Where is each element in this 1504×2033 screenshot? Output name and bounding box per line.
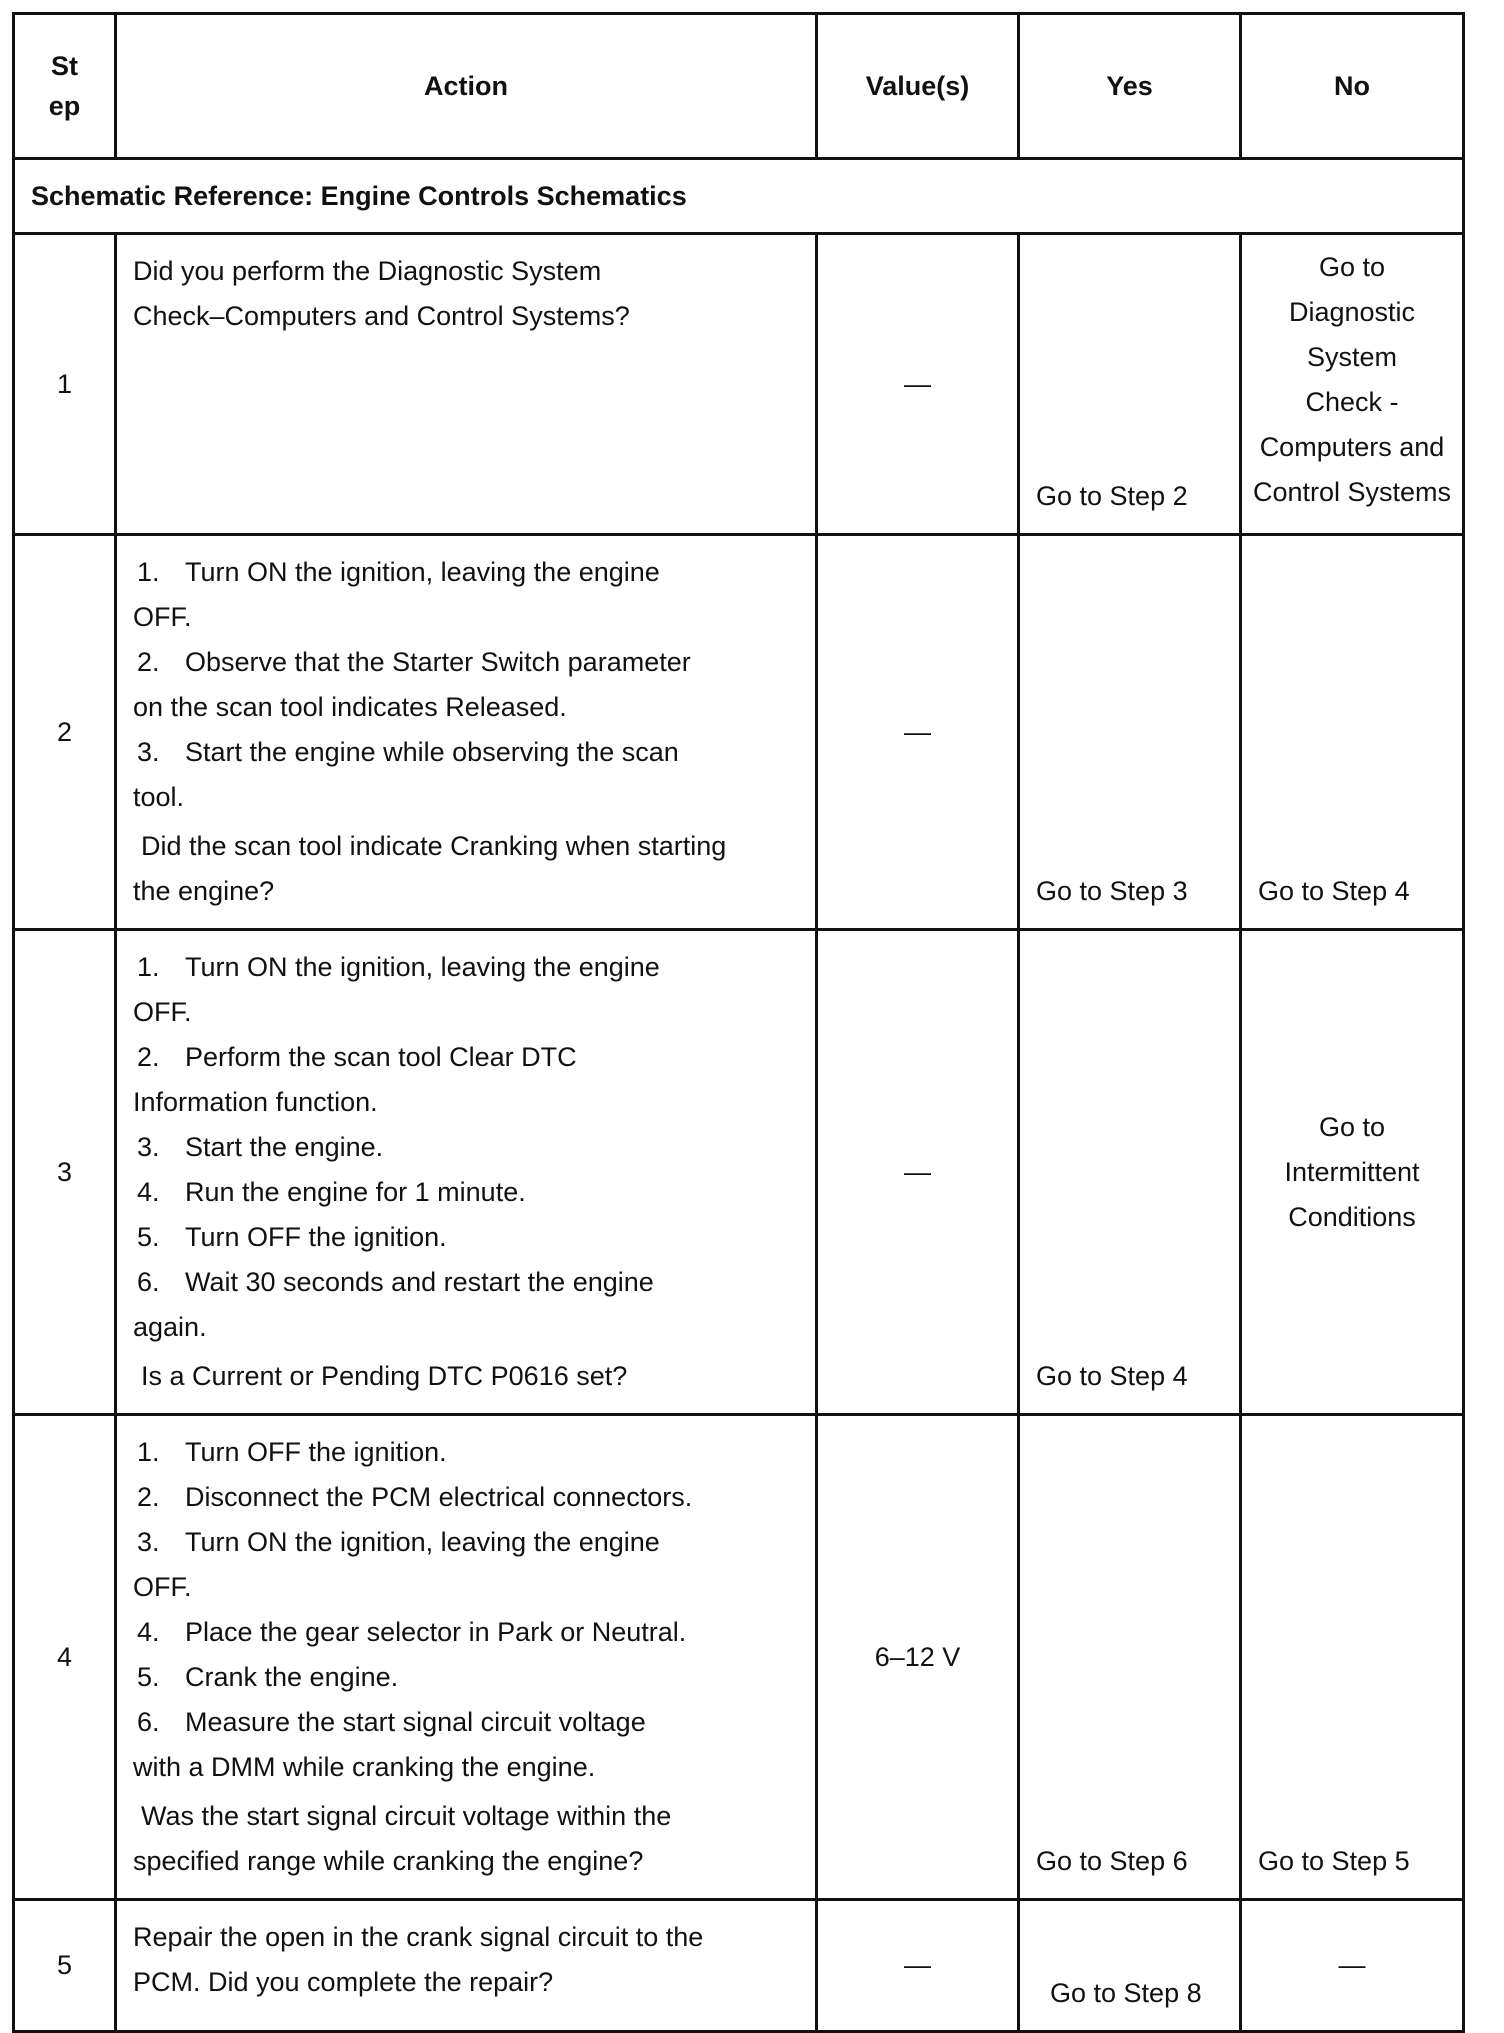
value-cell: — — [817, 234, 1019, 535]
step-number: 4 — [14, 1415, 116, 1900]
header-action: Action — [116, 14, 817, 159]
yes-cell: Go to Step 6 — [1019, 1415, 1241, 1900]
action-cell: 1. Turn ON the ignition, leaving the engine OFF. 2. Observe that the Starter Switch parameter on the scan tool indicates Released. 3. Start the engine while observing the scan tool. Did the scan tool indicate Cranking when starting the engine? — [116, 535, 817, 930]
yes-cell: Go to Step 2 — [1019, 234, 1241, 535]
yes-cell: Go to Step 4 — [1019, 930, 1241, 1415]
step-number: 2 — [14, 535, 116, 930]
value-cell: — — [817, 535, 1019, 930]
header-step: St ep — [14, 14, 116, 159]
value-cell: — — [817, 1900, 1019, 2032]
diagnostic-table-document — [12, 12, 1462, 2008]
schematic-reference: Schematic Reference: Engine Controls Schematics — [14, 159, 1464, 234]
header-row — [14, 14, 1464, 159]
step-number: 1 — [14, 234, 116, 535]
action-cell: Did you perform the Diagnostic System Check–Computers and Control Systems? — [116, 234, 817, 535]
action-cell: 1. Turn ON the ignition, leaving the engine OFF. 2. Perform the scan tool Clear DTC Information function. 3. Start the engine. 4. Run the engine for 1 minute. 5. Turn OFF the ignition. 6. Wait 30 seconds and restart the engine again. Is a Current or Pending DTC P0616 set? — [116, 930, 817, 1415]
table-row — [14, 234, 1464, 535]
value-cell: — — [817, 930, 1019, 1415]
no-cell: Go to Step 4 — [1241, 535, 1464, 930]
step-number: 5 — [14, 1900, 116, 2032]
table-row — [14, 1900, 1464, 2032]
no-cell: Go to Step 5 — [1241, 1415, 1464, 1900]
action-cell: 1. Turn OFF the ignition. 2. Disconnect the PCM electrical connectors. 3. Turn ON the ignition, leaving the engine OFF. 4. Place the gear selector in Park or Neutral. 5. Crank the engine. 6. Measure the start signal circuit voltage with a DMM while cranking the engine. Was the start signal circuit voltage within the specified range while cranking the engine? — [116, 1415, 817, 1900]
table-row — [14, 535, 1464, 930]
yes-cell: Go to Step 3 — [1019, 535, 1241, 930]
no-cell: — — [1241, 1900, 1464, 2032]
table-row — [14, 1415, 1464, 1900]
header-yes: Yes — [1019, 14, 1241, 159]
action-cell: Repair the open in the crank signal circuit to the PCM. Did you complete the repair? — [116, 1900, 817, 2032]
step-number: 3 — [14, 930, 116, 1415]
value-cell: 6–12 V — [817, 1415, 1019, 1900]
schematic-reference-row — [14, 159, 1464, 234]
header-values: Value(s) — [817, 14, 1019, 159]
table-row — [14, 930, 1464, 1415]
yes-cell: Go to Step 8 — [1019, 1900, 1241, 2032]
diagnostic-table — [12, 12, 1465, 2033]
no-cell: Go to Intermittent Conditions — [1241, 930, 1464, 1415]
header-no: No — [1241, 14, 1464, 159]
no-cell: Go to Diagnostic System Check - Computers and Control Systems — [1241, 234, 1464, 535]
